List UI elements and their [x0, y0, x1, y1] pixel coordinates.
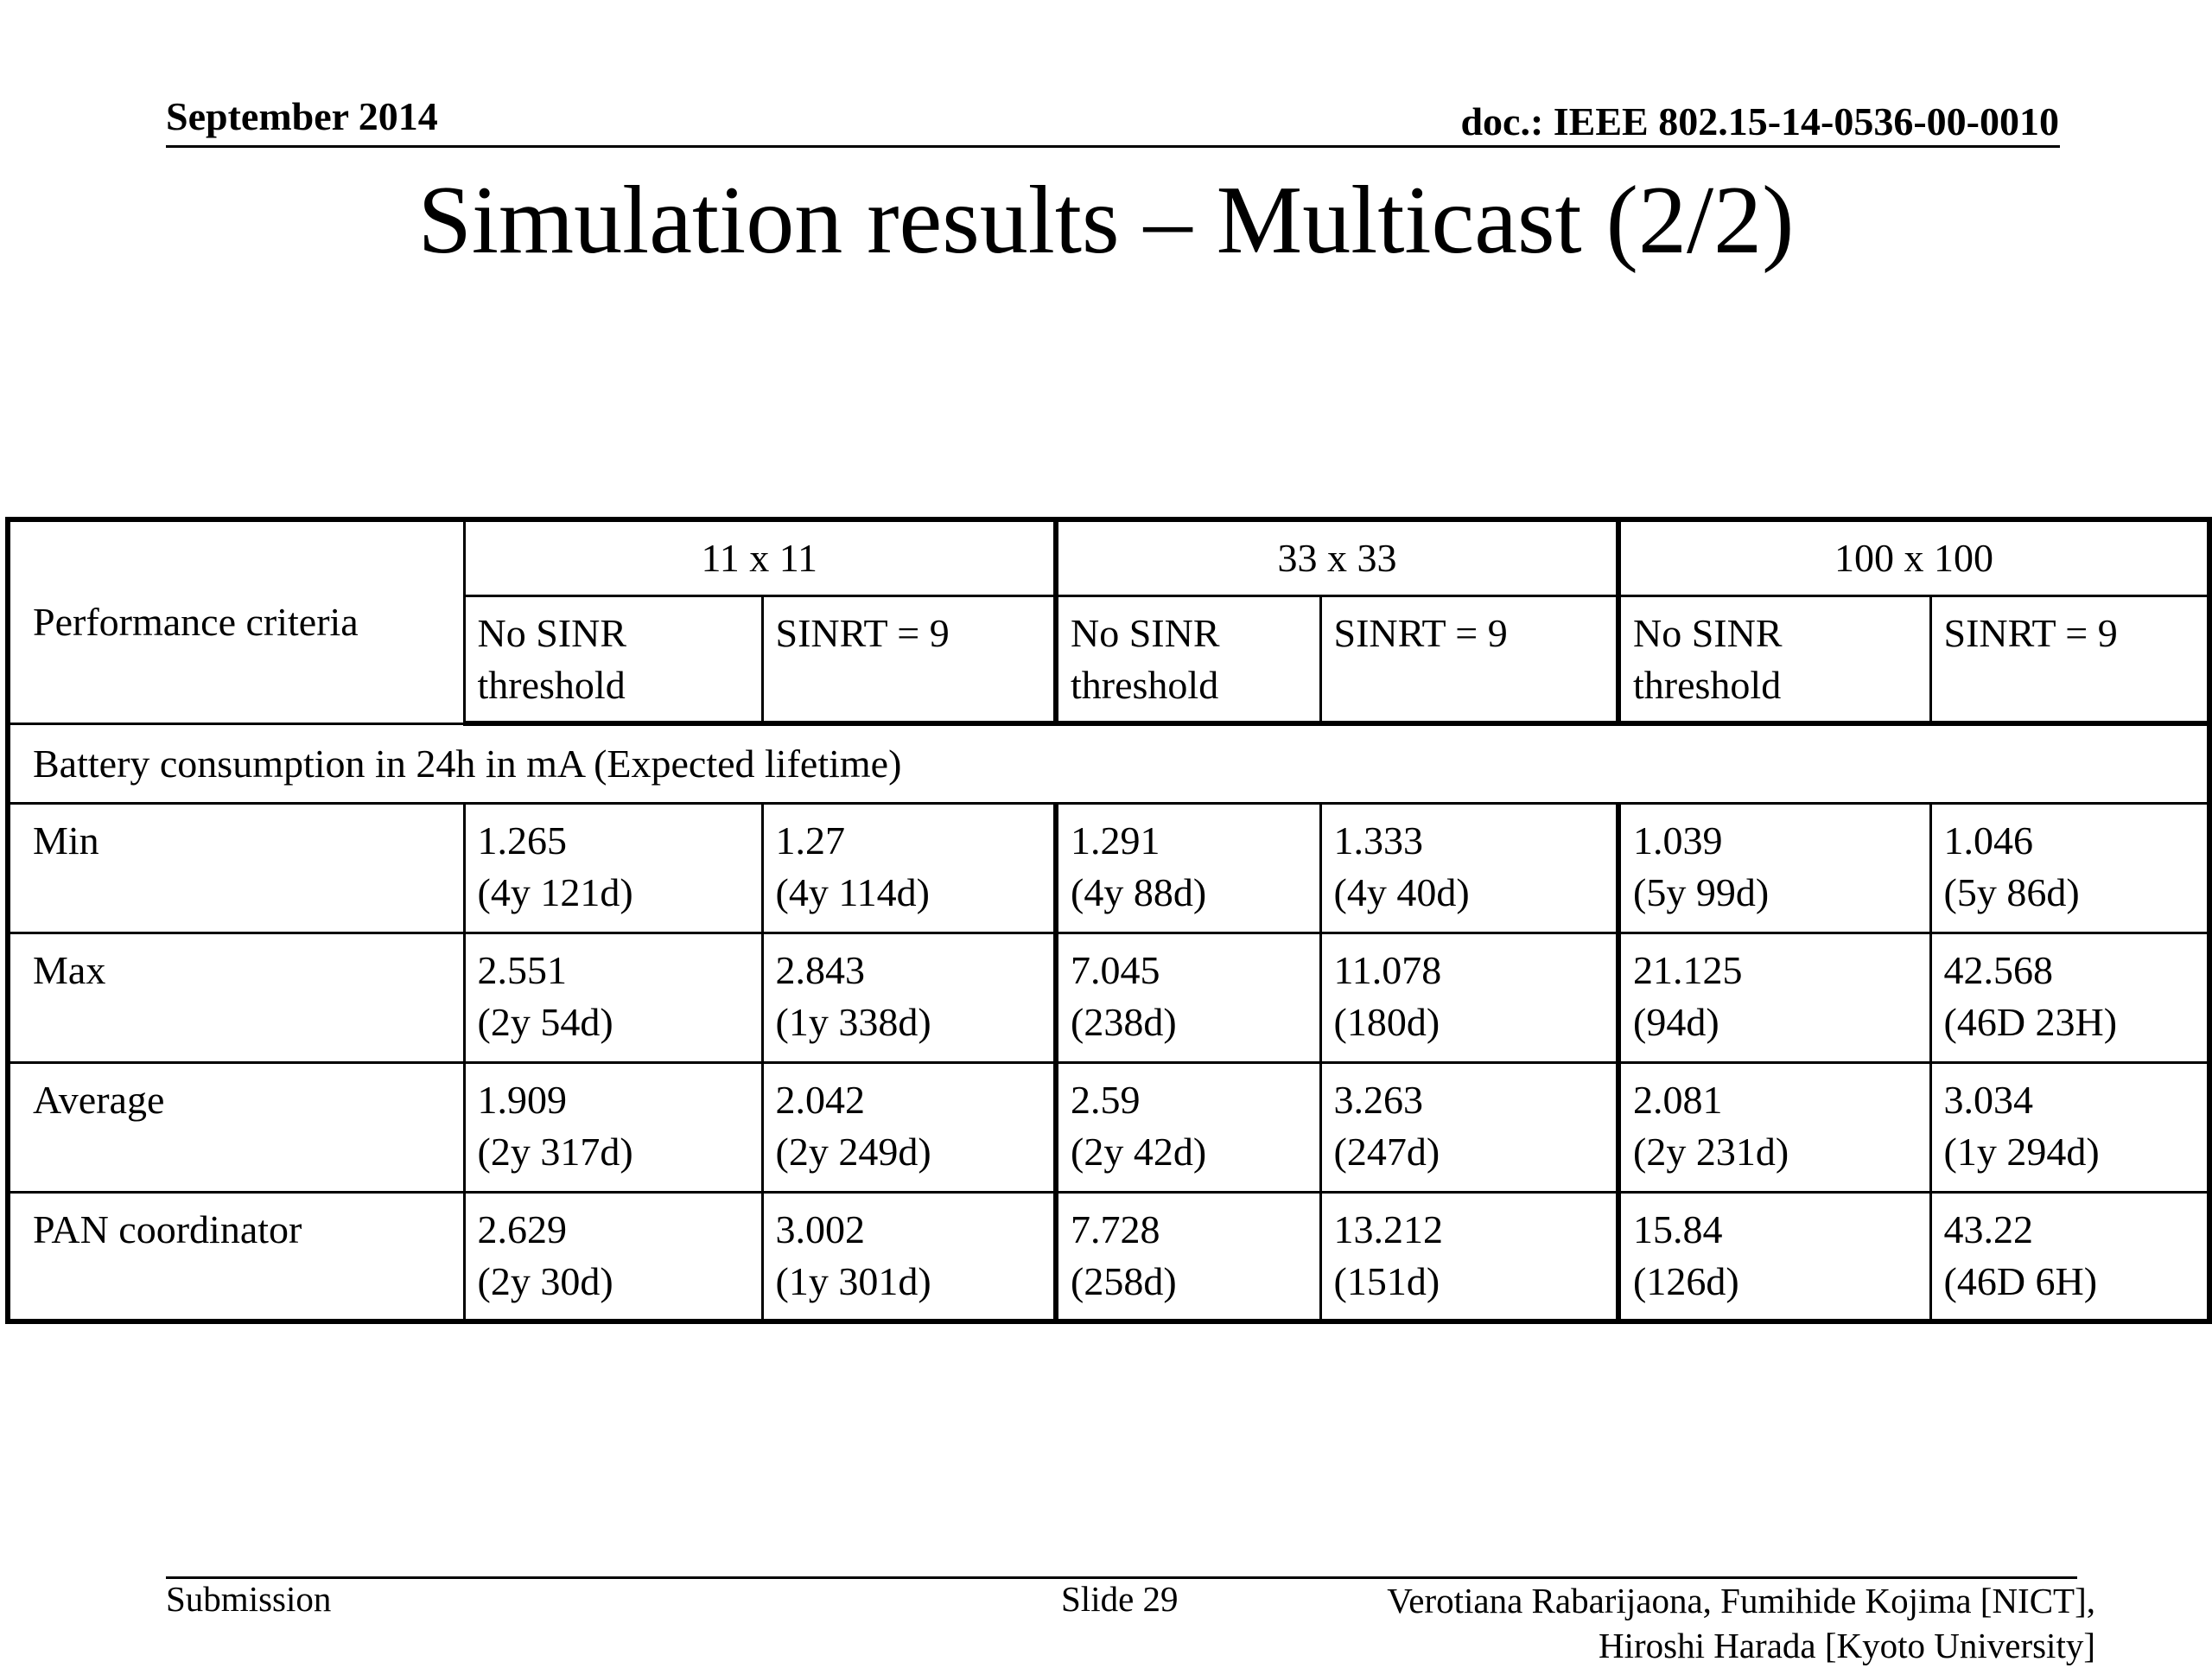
table-cell: 2.629 (2y 30d): [464, 1192, 762, 1321]
header-date: September 2014: [166, 94, 438, 138]
footer-authors-line-2: Hiroshi Harada [Kyoto University]: [1598, 1626, 2095, 1665]
row-label: PAN coordinator: [8, 1192, 464, 1321]
table-cell: 3.263 (247d): [1320, 1062, 1618, 1192]
table-row: [8, 1192, 2209, 1321]
row-label: Max: [8, 933, 464, 1062]
table-cell: 2.081 (2y 231d): [1618, 1062, 1930, 1192]
table-cell: 15.84 (126d): [1618, 1192, 1930, 1321]
section-label: Battery consumption in 24h in mA (Expected lifetime): [8, 723, 2209, 803]
table-cell: 2.551 (2y 54d): [464, 933, 762, 1062]
footer-authors-line-1: Verotiana Rabarijaona, Fumihide Kojima [NICT],: [1387, 1581, 2095, 1620]
subheader-cell: SINRT = 9: [1930, 595, 2209, 723]
table-cell: 2.843 (1y 338d): [762, 933, 1056, 1062]
header-rule: [166, 145, 2060, 148]
section-row: [8, 723, 2209, 803]
slide-title: Simulation results – Multicast (2/2): [417, 167, 1795, 274]
table-row: [8, 933, 2209, 1062]
table-cell: 11.078 (180d): [1320, 933, 1618, 1062]
footer-authors: [1387, 1578, 2095, 1668]
subheader-cell: SINRT = 9: [762, 595, 1056, 723]
table-cell: 42.568 (46D 23H): [1930, 933, 2209, 1062]
results-table: [5, 517, 2212, 1324]
table-cell: 1.046 (5y 86d): [1930, 803, 2209, 933]
subheader-cell: No SINR threshold: [1056, 595, 1320, 723]
table-cell: 43.22 (46D 6H): [1930, 1192, 2209, 1321]
table-row: [8, 1062, 2209, 1192]
table-cell: 1.333 (4y 40d): [1320, 803, 1618, 933]
subheader-cell: No SINR threshold: [1618, 595, 1930, 723]
group-11x11: 11 x 11: [464, 519, 1056, 595]
table-cell: 1.27 (4y 114d): [762, 803, 1056, 933]
group-33x33: 33 x 33: [1056, 519, 1618, 595]
table-cell: 1.291 (4y 88d): [1056, 803, 1320, 933]
table-cell: 3.034 (1y 294d): [1930, 1062, 2209, 1192]
table-cell: 1.909 (2y 317d): [464, 1062, 762, 1192]
subheader-cell: No SINR threshold: [464, 595, 762, 723]
table-cell: 13.212 (151d): [1320, 1192, 1618, 1321]
table-cell: 2.59 (2y 42d): [1056, 1062, 1320, 1192]
row-label: Min: [8, 803, 464, 933]
row-label: Average: [8, 1062, 464, 1192]
subheader-cell: SINRT = 9: [1320, 595, 1618, 723]
table-row: [8, 803, 2209, 933]
table-cell: 7.045 (238d): [1056, 933, 1320, 1062]
corner-label: Performance criteria: [8, 519, 464, 723]
footer-slide-number: Slide 29: [1061, 1579, 1179, 1619]
group-header-row: [8, 519, 2209, 595]
table-cell: 7.728 (258d): [1056, 1192, 1320, 1321]
table-cell: 2.042 (2y 249d): [762, 1062, 1056, 1192]
table-cell: 21.125 (94d): [1618, 933, 1930, 1062]
header-doc-id: doc.: IEEE 802.15-14-0536-00-0010: [1460, 99, 2059, 143]
table-cell: 1.039 (5y 99d): [1618, 803, 1930, 933]
table-cell: 3.002 (1y 301d): [762, 1192, 1056, 1321]
table-cell: 1.265 (4y 121d): [464, 803, 762, 933]
group-100x100: 100 x 100: [1618, 519, 2209, 595]
footer-submission: Submission: [166, 1579, 332, 1619]
